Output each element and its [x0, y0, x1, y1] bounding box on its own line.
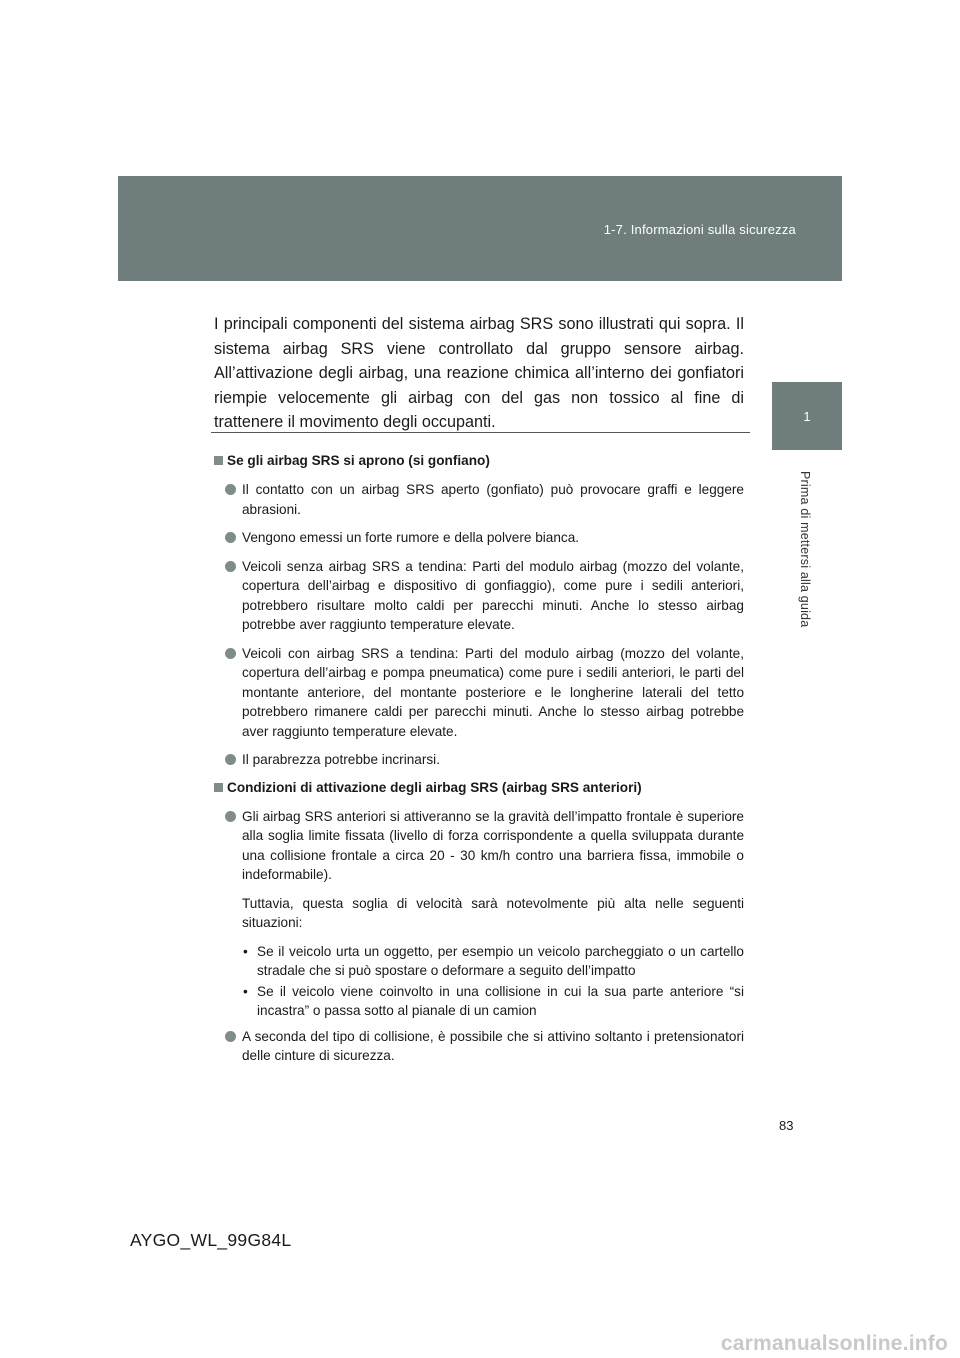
page-number: 83: [779, 1118, 794, 1133]
list-item: [214, 1027, 744, 1066]
circle-bullet-icon: [225, 532, 236, 543]
chapter-tab: [772, 382, 842, 450]
threshold-paragraph: Tuttavia, questa soglia di velocità sarà notevolmente più alta nelle seguenti situazioni:: [242, 895, 744, 930]
section-heading-conditions: [214, 779, 744, 797]
list-item-text: Gli airbag SRS anteriori si attiveranno se la gravità dell’impatto frontale è superiore alla soglia limite fissata (livello di forza corrispondente a quella sviluppata durante una collisione frontale a circa 20 - 30 km/h contro una barriera fissa, immobile o indeformabile).: [242, 808, 744, 882]
document-code: AYGO_WL_99G84L: [130, 1230, 292, 1250]
divider: [211, 432, 750, 433]
circle-bullet-icon: [225, 754, 236, 765]
list-item: [214, 557, 744, 635]
square-bullet-icon: [214, 456, 223, 465]
list-item-text: Veicoli con airbag SRS a tendina: Parti del modulo airbag (mozzo del volante, copertura dell’airbag e pompa pneumatica) come pure i sedili anteriori, le parti del montante anteriore, del montante posteriore e le longherine laterali del tetto potrebbero rimanere caldi per parecchi minuti. Anche lo stesso airbag potrebbe aver raggiunto temperature elevate.: [242, 645, 744, 739]
circle-bullet-icon: [225, 484, 236, 495]
section-heading-text: Condizioni di attivazione degli airbag SRS (airbag SRS anteriori): [227, 779, 642, 795]
list-item-text: Il parabrezza potrebbe incrinarsi.: [242, 752, 440, 767]
list-item: [214, 480, 744, 519]
chapter-number: 1: [803, 408, 811, 424]
sub-bullet-mark: •: [243, 943, 248, 959]
circle-bullet-icon: [225, 648, 236, 659]
list-item-text: A seconda del tipo di collisione, è possibile che si attivino soltanto i pretensionatori delle cinture di sicurezza.: [242, 1028, 744, 1063]
circle-bullet-icon: [225, 811, 236, 822]
section-heading-text: Se gli airbag SRS si aprono (si gonfiano): [227, 453, 490, 468]
list-item-text: Vengono emessi un forte rumore e della polvere bianca.: [242, 530, 580, 545]
list-item-text: Il contatto con un airbag SRS aperto (gonfiato) può provocare graffi e leggere abrasioni.: [242, 482, 744, 517]
list-item: [214, 750, 744, 770]
circle-bullet-icon: [225, 1031, 236, 1042]
sub-list-item: [214, 942, 744, 981]
intro-paragraph: I principali componenti del sistema airbag SRS sono illustrati qui sopra. Il sistema airbag SRS viene controllato dal gruppo sensore airbag. All’attivazione degli airbag, una reazione chimica all’interno dei gonfiatori riempie velocemente gli airbag con del gas non tossico al fine di trattenere il movimento degli occupanti.: [214, 315, 744, 432]
list-item-text: Veicoli senza airbag SRS a tendina: Parti del modulo airbag (mozzo del volante, copertura dell’airbag e dispositivo di gonfiaggio), come pure i sedili anteriori, potrebbero risultare molto caldi per parecchi minuti. Anche lo stesso airbag potrebbe aver raggiunto temperature elevate.: [242, 558, 744, 632]
circle-bullet-icon: [225, 561, 236, 572]
main-content: [214, 452, 744, 1075]
list-item: [214, 528, 744, 548]
chapter-label: Prima di mettersi alla guida: [798, 470, 812, 628]
sub-list-item-text: Se il veicolo urta un oggetto, per esempio un veicolo parcheggiato o un cartello stradale che si può spostare o deformare a seguito dell’impatto: [257, 943, 744, 978]
list-item: [214, 644, 744, 742]
watermark: carmanualsonline.info: [720, 1332, 948, 1355]
list-item: [214, 807, 744, 885]
situations-list: [214, 942, 744, 1021]
header-band: [118, 176, 842, 281]
section-title: 1-7. Informazioni sulla sicurezza: [603, 222, 796, 237]
section-heading-deployment: [214, 452, 744, 470]
square-bullet-icon: [214, 783, 223, 792]
sub-bullet-mark: •: [243, 983, 248, 999]
sub-list-item: [214, 982, 744, 1021]
sub-list-item-text: Se il veicolo viene coinvolto in una collisione in cui la sua parte anteriore “si incastra” o passa sotto al pianale di un camion: [257, 983, 744, 1018]
